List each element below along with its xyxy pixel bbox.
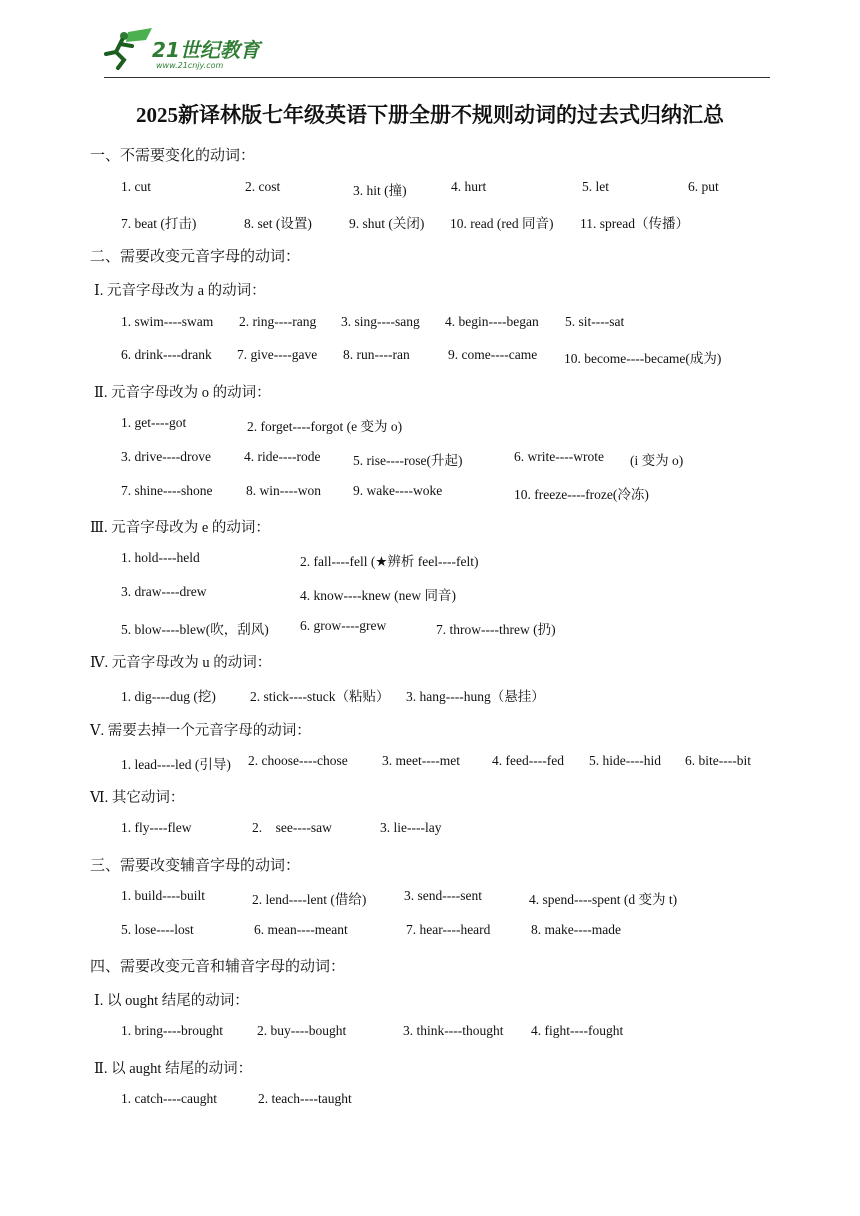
list-item: 4. fight----fought [531,1023,624,1038]
list-item: 10. read (red 同音) [450,216,554,231]
list-item: 10. become----became(成为) [564,351,722,366]
list-item: 6. bite----bit [685,753,751,768]
list-item: 1. catch----caught [121,1091,217,1106]
list-item: 1. cut [121,179,151,194]
list-item: 2. forget----forgot (e 变为 o) [247,419,403,434]
list-item: 4. know----knew (new 同音) [300,588,456,603]
subsection-heading: Ⅰ. 元音字母改为 a 的动词： [94,283,266,299]
page-title: 2025新译林版七年级英语下册全册不规则动词的过去式归纳汇总 [136,103,724,127]
subsection-heading: Ⅴ. 需要去掉一个元音字母的动词： [90,723,311,739]
list-item: 8. make----made [531,922,621,937]
list-item: 6. put [688,179,719,194]
list-item: 10. freeze----froze(冷冻) [514,487,649,502]
subsection-heading: Ⅰ. 以 ought 结尾的动词： [94,993,249,1009]
section-heading: 二、需要改变元音字母的动词： [90,247,301,265]
list-item: 2. stick----stuck（粘贴） [250,689,390,704]
section-heading: 四、需要改变元音和辅音字母的动词： [90,957,346,975]
list-item: 1. build----built [121,888,205,903]
list-item: 2. teach----taught [258,1091,352,1106]
list-item: 9. wake----woke [353,483,443,498]
subsection-heading: Ⅱ. 元音字母改为 o 的动词： [94,385,271,401]
subsection-heading: Ⅳ. 元音字母改为 u 的动词： [90,655,272,671]
list-item: 3. draw----drew [121,584,207,599]
list-item: 3. send----sent [404,888,482,903]
list-item: 2. cost [245,179,281,194]
list-item: 2. buy----bought [257,1023,347,1038]
subsection-heading: Ⅵ. 其它动词： [90,790,185,806]
list-item: 11. spread（传播） [580,216,689,231]
list-item: 3. think----thought [403,1023,504,1038]
list-item: 7. throw----threw (扔) [436,622,556,637]
list-item: 6. grow----grew [300,618,387,633]
list-item: 2. choose----chose [248,753,348,768]
subsection-heading: Ⅲ. 元音字母改为 e 的动词： [90,520,270,536]
list-item: 6. write----wrote [514,449,604,464]
list-item: 1. hold----held [121,550,200,565]
list-item: 5. let [582,179,609,194]
list-item: 3. hit (撞) [353,183,407,198]
list-item: 1. lead----led (引导) [121,757,231,772]
section-heading: 一、不需要变化的动词： [90,146,256,164]
list-item: 5. sit----sat [565,314,625,329]
list-item: 2. lend----lent (借给) [252,892,367,907]
list-item: 2. fall----fell (★辨析 feel----felt) [300,554,479,569]
list-item: 1. fly----flew [121,820,192,835]
section-heading: 三、需要改变辅音字母的动词： [90,856,301,874]
logo-text: 21世纪教育 [152,38,260,62]
list-item: 3. hang----hung（悬挂） [406,689,545,704]
list-item: 4. hurt [451,179,487,194]
list-item: 3. sing----sang [341,314,420,329]
list-item: 1. get----got [121,415,187,430]
list-item: 7. beat (打击) [121,216,197,231]
list-item: 7. shine----shone [121,483,213,498]
list-item: 7. hear----heard [406,922,491,937]
list-item: 2. see----saw [252,820,332,835]
list-item: 6. mean----meant [254,922,348,937]
list-item: 5. rise----rose(升起) [353,453,463,468]
list-item: 7. give----gave [237,347,318,362]
list-item: 8. win----won [246,483,321,498]
list-item: 4. ride----rode [244,449,321,464]
list-item: 1. bring----brought [121,1023,223,1038]
list-item: 3. meet----met [382,753,460,768]
list-item: 4. feed----fed [492,753,564,768]
list-item: 4. begin----began [445,314,539,329]
subsection-heading: Ⅱ. 以 aught 结尾的动词： [94,1061,253,1077]
list-item: 3. lie----lay [380,820,442,835]
site-logo [100,24,280,74]
list-item: 2. ring----rang [239,314,317,329]
list-item: 9. shut (关闭) [349,216,425,231]
list-item: 4. spend----spent (d 变为 t) [529,892,678,907]
list-item: 8. run----ran [343,347,410,362]
header-divider [104,77,770,78]
list-item: 3. drive----drove [121,449,211,464]
list-item: 1. dig----dug (挖) [121,689,216,704]
list-item: 5. hide----hid [589,753,661,768]
list-item: 1. swim----swam [121,314,214,329]
list-item: 8. set (设置) [244,216,312,231]
list-item: 5. blow----blew(吹，刮风) [121,622,269,637]
logo-url: www.21cnjy.com [156,61,224,70]
list-item: 6. drink----drank [121,347,212,362]
list-item: 5. lose----lost [121,922,194,937]
list-item: (i 变为 o) [630,453,684,468]
list-item: 9. come----came [448,347,538,362]
